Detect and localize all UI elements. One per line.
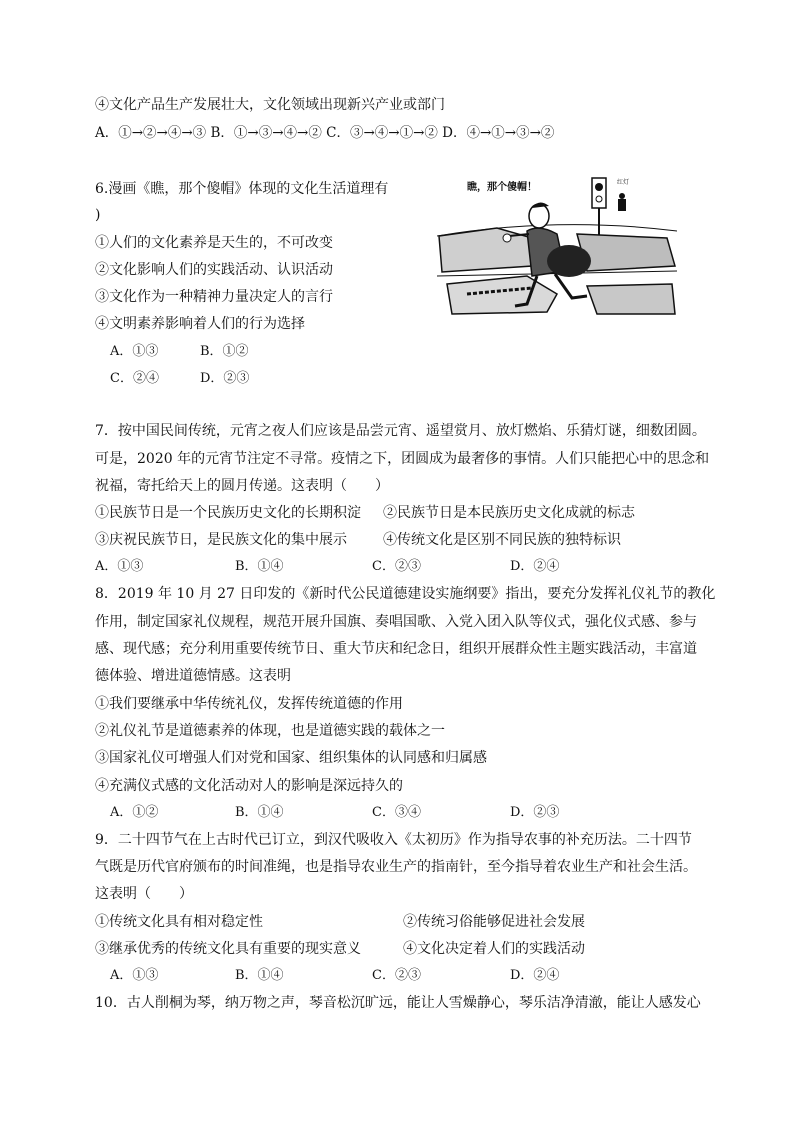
question-6-option-b: B．①② bbox=[200, 344, 249, 359]
question-9-line-2: 气既是历代官府颁布的时间准绳，也是指导农业生产的指南针，至今指导着农业生产和社会生活。 bbox=[95, 859, 697, 875]
question-9-item-1: ①传统文化具有相对稳定性 bbox=[95, 914, 263, 930]
question-8-line-4: 德体验、增进道德情感。这表明 bbox=[95, 668, 291, 684]
question-7-item-4: ④传统文化是区别不同民族的独特标识 bbox=[383, 532, 621, 548]
question-9-item-2: ②传统习俗能够促进社会发展 bbox=[403, 914, 585, 930]
question-8-option-a: A．①② bbox=[110, 805, 159, 820]
question-6-paren-close: ) bbox=[95, 207, 101, 223]
question-10-line-1: 10．古人削桐为琴，纳万物之声，琴音松沉旷远，能让人雪燥静心，琴乐洁净清澈，能让人感发心 bbox=[95, 995, 701, 1011]
question-8-line-2: 作用，制定国家礼仪规程，规范开展升国旗、奏唱国歌、入党入团入队等仪式，强化仪式感、参与 bbox=[95, 614, 697, 630]
question-7-line-3: 祝福，寄托给天上的圆月传递。这表明（ ） bbox=[95, 478, 389, 494]
question-9-line-1: 9．二十四节气在上古时代已订立，到汉代吸收入《太初历》作为指导农事的补充历法。二十四节 bbox=[95, 832, 692, 848]
question-7-item-2: ②民族节日是本民族历史文化成就的标志 bbox=[383, 505, 635, 521]
cartoon-sign: 红灯 bbox=[617, 179, 630, 186]
pedestrian-figure-icon bbox=[618, 193, 626, 211]
question-9-option-c: C．②③ bbox=[372, 968, 421, 983]
question-6-item-2: ②文化影响人们的实践活动、认识活动 bbox=[95, 262, 333, 278]
cartoon-illustration bbox=[437, 176, 677, 316]
question-6-option-a: A．①③ bbox=[110, 344, 159, 359]
question-7-option-b: B．①④ bbox=[235, 559, 284, 574]
question-9-option-d: D．②④ bbox=[510, 968, 560, 983]
question-8-option-d: D．②③ bbox=[510, 805, 560, 820]
question-8-item-3: ③国家礼仪可增强人们对党和国家、组织集体的认同感和归属感 bbox=[95, 750, 487, 766]
question-8-line-1: 8．2019 年 10 月 27 日印发的《新时代公民道德建设实施纲要》指出，要充分发挥礼仪礼节的教化 bbox=[95, 586, 716, 602]
question-6-stem: 6.漫画《瞧，那个傻帽》体现的文化生活道理有 bbox=[95, 181, 389, 197]
question-9-item-3: ③继承优秀的传统文化具有重要的现实意义 bbox=[95, 941, 361, 957]
question-8-item-2: ②礼仪礼节是道德素养的体现，也是道德实践的载体之一 bbox=[95, 723, 445, 739]
question-9-option-b: B．①④ bbox=[235, 968, 284, 983]
question-8-option-c: C．③④ bbox=[372, 805, 421, 820]
cartoon-caption: 瞧，那个傻帽！ bbox=[467, 182, 537, 193]
options-row: A．①→②→④→③ B．①→③→④→② C．③→④→①→② D．④→①→③→② bbox=[95, 125, 555, 141]
question-8-item-4: ④充满仪式感的文化活动对人的影响是深远持久的 bbox=[95, 778, 403, 794]
question-7-line-1: 7．按中国民间传统，元宵之夜人们应该是品尝元宵、遥望赏月、放灯燃焰、乐猜灯谜，细数团圆。 bbox=[95, 423, 706, 439]
question-6-option-d: D．②③ bbox=[200, 371, 250, 386]
question-8-line-3: 感、现代感；充分利用重要传统节日、重大节庆和纪念日，组织开展群众性主题实践活动，丰富道 bbox=[95, 641, 697, 657]
question-7-option-c: C．②③ bbox=[372, 559, 421, 574]
question-7-line-2: 可是，2020 年的元宵节注定不寻常。疫情之下，团圆成为最奢侈的事情。人们只能把心中的思念和 bbox=[95, 451, 710, 467]
question-7-option-a: A．①③ bbox=[95, 559, 144, 574]
question-7-item-1: ①民族节日是一个民族历史文化的长期积淀 bbox=[95, 505, 361, 521]
question-6-item-1: ①人们的文化素养是天生的，不可改变 bbox=[95, 235, 333, 251]
question-9-line-3: 这表明（ ） bbox=[95, 886, 193, 902]
question-6-option-c: C．②④ bbox=[110, 371, 159, 386]
question-6-item-4: ④文明素养影响着人们的行为选择 bbox=[95, 316, 305, 332]
question-6-item-3: ③文化作为一种精神力量决定人的言行 bbox=[95, 289, 333, 305]
question-9-item-4: ④文化决定着人们的实践活动 bbox=[403, 941, 585, 957]
question-7-option-d: D．②④ bbox=[510, 559, 560, 574]
question-item: ④文化产品生产发展壮大，文化领域出现新兴产业或部门 bbox=[95, 97, 445, 113]
question-8-item-1: ①我们要继承中华传统礼仪，发挥传统道德的作用 bbox=[95, 696, 403, 712]
question-7-item-3: ③庆祝民族节日，是民族文化的集中展示 bbox=[95, 532, 347, 548]
question-8-option-b: B．①④ bbox=[235, 805, 284, 820]
question-9-option-a: A．①③ bbox=[110, 968, 159, 983]
